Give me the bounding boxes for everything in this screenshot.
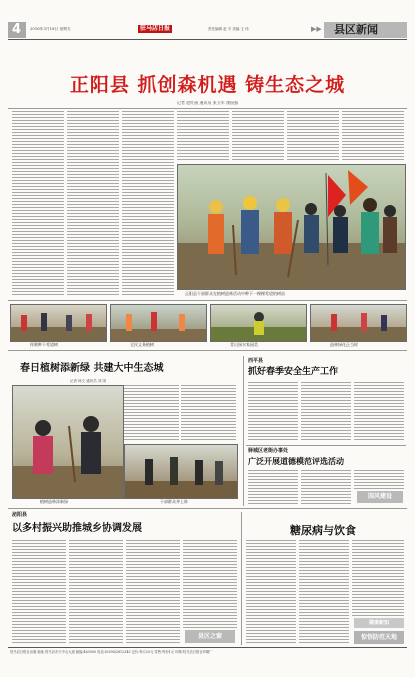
story2-caption-2: 干部群众齐上阵 — [160, 499, 188, 504]
story4-text-col-1 — [248, 470, 298, 504]
mid-rule — [8, 350, 407, 351]
feature-headline: 糖尿病与饮食 — [290, 524, 356, 537]
story2-text-col-2 — [181, 385, 236, 441]
strip-photo-1 — [10, 304, 107, 342]
story4-text-col-3 — [354, 470, 404, 490]
story3-text-col-3 — [354, 382, 404, 442]
story3-vrule — [243, 356, 244, 506]
feature-text-col-2 — [299, 540, 349, 644]
footer-text: 驻马店日报社出版 地址:驻马店市天中山大道 邮编:463000 电话:(0396)2812345 定价:每月25元 零售:每份1元 印刷:驻马店日报社印刷厂 — [10, 650, 213, 654]
main-photo-scene — [178, 165, 405, 289]
story2-photo-2 — [124, 444, 238, 499]
header-rule — [8, 39, 407, 40]
header-arrows: ▶▶ — [311, 25, 322, 33]
strip-photo-4 — [310, 304, 407, 342]
strip-photo-2-scene — [111, 305, 206, 341]
lead-rule — [8, 108, 407, 109]
lead-text-col-1 — [12, 111, 64, 297]
story2-photo-1-scene — [13, 386, 123, 498]
story5-text-col-2 — [69, 540, 123, 644]
lead-text-col-4 — [177, 111, 229, 161]
footer-rule — [8, 647, 407, 648]
photo-strip-rule — [8, 300, 407, 301]
badge-3: 健康新知 — [354, 618, 404, 628]
strip-caption-4: 造林绿化正当时 — [330, 342, 358, 347]
lower-rule — [8, 508, 407, 509]
story4-text-col-2 — [301, 470, 351, 504]
story4-kicker: 驿城区老街办事处 — [248, 448, 289, 454]
strip-photo-3-scene — [211, 305, 306, 341]
editor-line: 责任编辑 赵 平 美编 王 伟 — [208, 27, 249, 31]
story4-rule — [246, 445, 406, 446]
story2-photo-2-scene — [125, 445, 237, 498]
lead-text-col-6 — [287, 111, 339, 161]
story5-text-col-1 — [12, 540, 66, 644]
lead-byline: 记者 赵红丽 通讯员 张卫军 康国强 — [176, 101, 239, 105]
strip-caption-3: 青山绿水家园美 — [230, 342, 258, 347]
strip-caption-1: 挥锹种下希望树 — [30, 342, 58, 347]
lead-text-col-7 — [342, 111, 404, 161]
badge-1: 国风建设 — [357, 491, 403, 503]
strip-caption-2: 全民义务植树 — [130, 342, 154, 347]
paper-name: 驻马店日报 — [140, 25, 171, 32]
story5-text-col-4 — [183, 540, 237, 628]
story5-text-col-3 — [126, 540, 180, 644]
story3-text-col-1 — [248, 382, 298, 442]
strip-photo-4-scene — [311, 305, 406, 341]
date-line: 2016年3月18日 星期五 — [30, 27, 71, 31]
section-title: 县区新闻 — [334, 23, 378, 36]
feature-text-col-1 — [246, 540, 296, 644]
story3-kicker: 西平县 — [248, 358, 264, 364]
page-number: 4 — [12, 22, 22, 37]
story4-headline: 广泛开展道德模范评选活动 — [248, 457, 344, 466]
strip-photo-3 — [210, 304, 307, 342]
lead-text-col-3 — [122, 111, 174, 297]
lead-text-col-5 — [232, 111, 284, 161]
feature-text-col-3 — [352, 540, 404, 616]
lead-headline: 正阳县 抓创森机遇 铸生态之城 — [69, 74, 346, 96]
badge-4: 惊悟防范天地 — [354, 631, 404, 644]
main-lead-photo — [177, 164, 406, 290]
story3-text-col-2 — [301, 382, 351, 442]
story3-headline: 抓好春季安全生产工作 — [248, 367, 339, 377]
story2-photo-1 — [12, 385, 124, 499]
feature-vrule — [241, 512, 242, 645]
strip-photo-1-scene — [11, 305, 106, 341]
story2-text-col-1 — [124, 385, 179, 441]
story2-byline: 记者 杨文 通讯员 刘 国 — [70, 379, 106, 383]
story2-caption-1: 植树造林添新绿 — [40, 499, 68, 504]
badge-2: 县区之窗 — [185, 630, 235, 643]
story2-headline: 春日植树添新绿 共建大中生态城 — [20, 363, 164, 374]
story5-kicker: 泌阳县 — [12, 512, 28, 518]
page-header — [8, 22, 407, 38]
main-photo-caption: 正阳县干部群众在植树造林活动中种下一棵棵希望的树苗 — [185, 291, 285, 296]
story5-headline: 以多村振兴助推城乡协调发展 — [12, 523, 142, 534]
lead-text-col-2 — [67, 111, 119, 297]
strip-photo-2 — [110, 304, 207, 342]
